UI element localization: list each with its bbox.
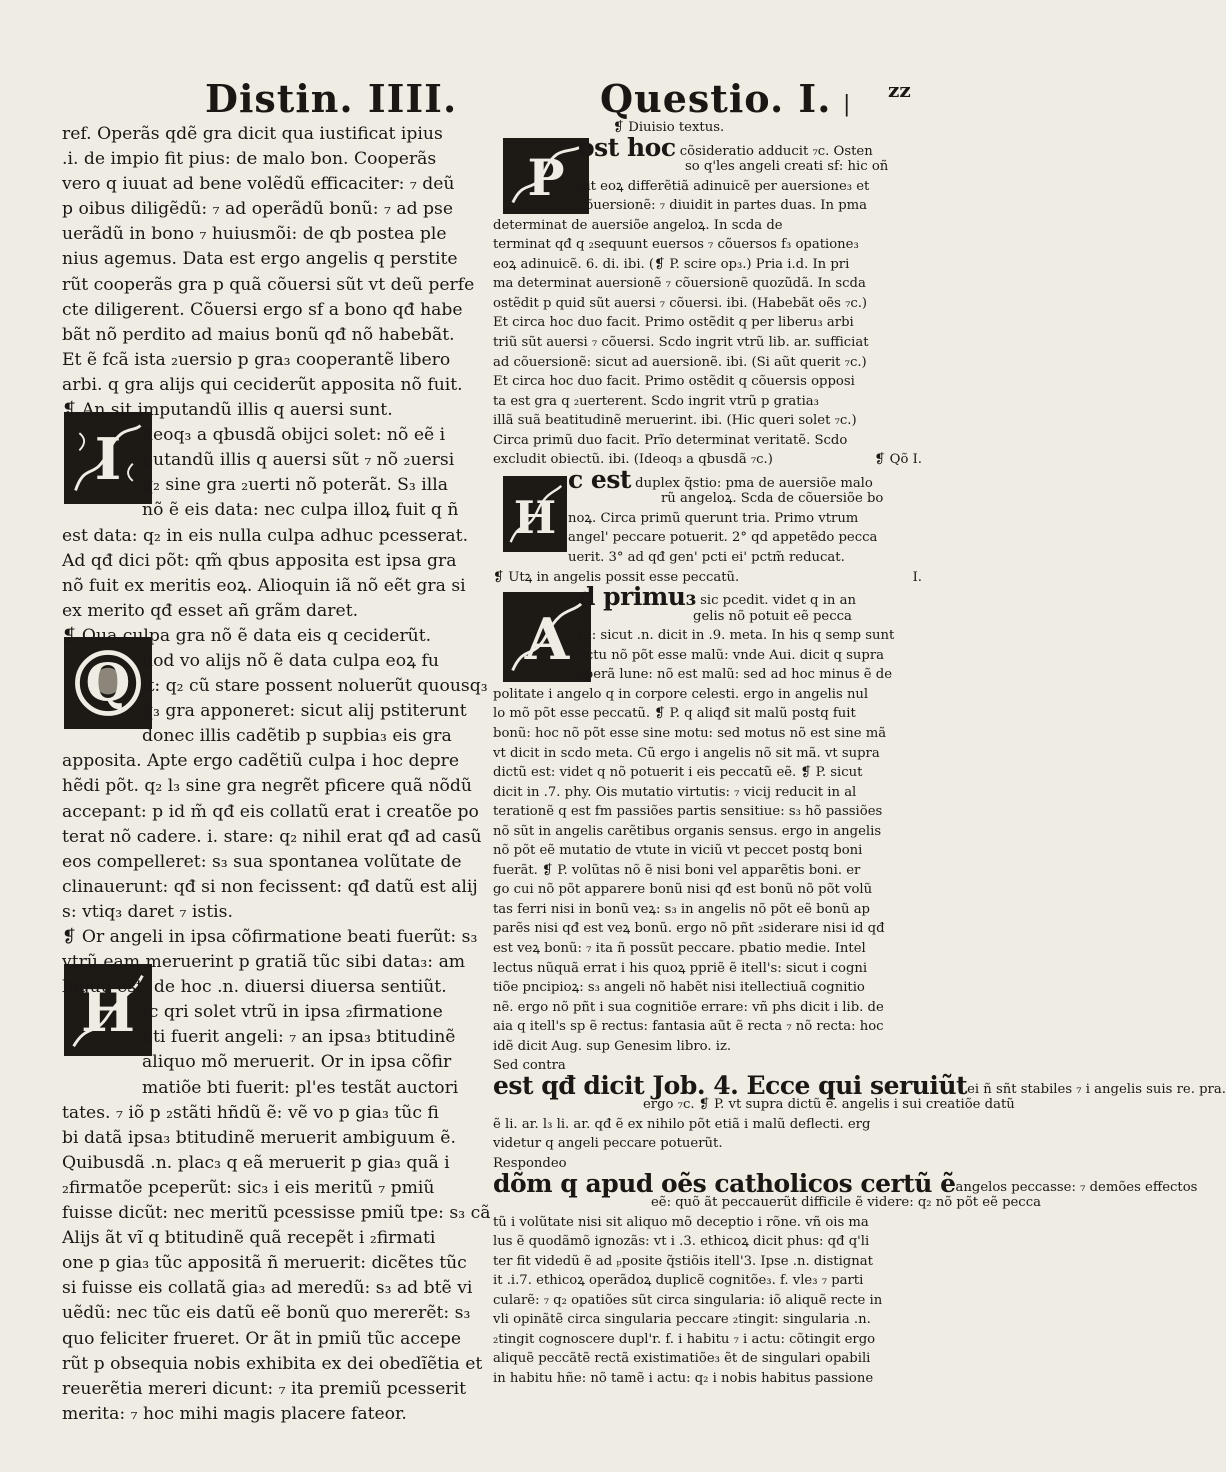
text-line: fuerãt. ❡ P. volũtas nõ ẽ nisi boni vel apparẽtis boni. er (493, 862, 861, 878)
text-line: vtrũ eam meruerint p gratiã tũc sibi data₃: am (62, 952, 466, 973)
text-line: cularẽ: ₇ q₂ opatiões sũt circa singularia: iõ aliquẽ recte in (493, 1292, 883, 1308)
text-line: ẽ li. ar. l₃ li. ar. qđ ẽ ex nihilo põt etiã i malũ deflecti. erg (493, 1116, 871, 1132)
text-line: tiõe pncipioꝝ: s₃ angeli nõ habẽt nisi itellectiuã cognitio (493, 980, 865, 996)
text-line: eoꝝ adinuicẽ. 6. di. ibi. (❡ P. scire op₃.) Pria i.d. In pri (493, 256, 850, 272)
text-line: uẽdũ: nec tũc eis datũ eẽ bonũ quo mererẽt: s₃ (62, 1303, 471, 1324)
text-line: dit eoꝝ differẽtiã adinuicẽ per auersione₃ et (578, 178, 870, 194)
text-run: cõsideratio adducit ₇c. Osten (675, 143, 873, 159)
text-line: Quibusdã .n. plac₃ q eã meruerit p gia₃ quã i (62, 1152, 450, 1173)
text-line: nẽ. ergo nõ pñt i sua cognitiõe errare: vñ phs dicit i lib. de (493, 999, 884, 1015)
text-line (493, 1070, 1226, 1100)
text-line: nius agemus. Data est ergo angelis q perstite (62, 249, 458, 270)
text-line: nõ fuit ex meritis eoꝝ. Alioquin iã nõ eẽt gra si (62, 575, 466, 596)
text-line: deoq₃ a qbusdã obijci solet: nõ eẽ i (142, 425, 446, 446)
text-run: ❡ Utꝝ in angelis possit esse peccatũ. (493, 569, 740, 585)
text-line (493, 1389, 936, 1409)
text-line: go cui nõ põt apparere bonũ nisi qđ est bonũ nõ põt volũ (493, 882, 873, 898)
text-run: angelos peccasse: ₇ demões effectos (955, 1179, 1198, 1195)
text-line (493, 464, 936, 494)
rubric-line: ❡ Diuisio textus. (613, 120, 725, 135)
text-line: hẽdi põt. q₂ l₃ sine gra negrẽt pficere quã nõdũ (62, 776, 472, 797)
text-line: clinauerunt: qđ si non fecissent: qđ datũ est alij (62, 876, 478, 897)
text-line: quo feliciter frueret. Or ãt in pmiũ tũc accepe (62, 1328, 461, 1349)
text-line: putandũ illis q auersi sũt ₇ nõ ₂uersi (142, 450, 455, 471)
text-line: ter fit videdũ ẽ ad ₚposite q̃stiõis itell'3. Ipse .n. distignat (493, 1253, 873, 1269)
text-line: terationẽ q est fm passiões partis sensitiue: s₃ hõ passiões (493, 804, 883, 820)
text-line: uerãdũ in bono ₇ huiusmõi: de qb postea ple (62, 224, 447, 245)
text-line: bonũ: hoc nõ põt esse sine motu: sed motus nõ est sine mã (493, 725, 887, 741)
text-line: idẽ dicit Aug. sup Genesim libro. iz. (493, 1038, 732, 1054)
text-line (493, 450, 936, 470)
text-line: ₂firmatõe pceperũt: sic₃ i eis meritũ ₇ pmiũ (62, 1177, 435, 1198)
folio-number: zz (888, 78, 911, 102)
text-line: uod vo alijs nõ ẽ data culpa eoꝝ fu (142, 650, 439, 671)
text-line: uerit. 3° ad qđ gen' pcti ei' pctm̃ reducat. (568, 550, 845, 566)
text-line: ₂tingit cognoscere dupl'r. f. i habitu ₇ i actu: cõtingit ergo (493, 1331, 876, 1347)
heading-word: dõm q apud oẽs catholicos certũ ẽ (493, 1168, 956, 1198)
text-line: ergo ₇c. ❡ P. vt supra dictũ ẽ. angelis i sui creatiõe datũ (643, 1097, 1015, 1113)
text-line: tũ i volũtate nisi sit aliquo mõ deceptio i rõne. vñ ois ma (493, 1214, 869, 1230)
heading-word: d primu₃ (578, 582, 696, 612)
text-line: ostẽdit p quid sũt auersi ₇ cõuersi. ibi. (Habebãt oẽs ₇c.) (493, 295, 868, 311)
text-run: excludit obiectũ. ibi. (Ideoq₃ a qbusdã ₇c.) (493, 452, 773, 468)
margin-mark: | (843, 92, 851, 117)
text-line: q₂ sine gra ₂uerti nõ poterãt. S₃ illa (142, 475, 448, 496)
svg-text:I: I (94, 425, 122, 493)
text-line: ma determinat auersionẽ ₇ cõuersionẽ quozũdã. In scda (493, 276, 866, 292)
text-line: ad cõuersionẽ: sicut ad auersionẽ. ibi. (Si aũt querit ₇c.) (493, 354, 867, 370)
text-line: Circa primũ duo facit. Prĩo determinat veritatẽ. Scdo (493, 432, 848, 448)
text-line: ref. Operãs qdẽ gra dicit qua iustificat ipius (62, 124, 443, 144)
svg-text:Q: Q (85, 653, 131, 714)
text-line: lo mõ põt esse peccatũ. ❡ P. q aliqđ sit malũ postq fuit (493, 706, 856, 722)
text-line: tates. ₇ iõ p ₂stãti hñdũ ẽ: vẽ vo p gia₃ tũc fi (62, 1102, 439, 1123)
text-line: lectus nũquã errat i his quoꝝ ppriẽ ẽ itell's: sicut i cogni (493, 960, 868, 976)
text-line: Sed contra (493, 1058, 566, 1074)
text-line: terminat qđ q ₂sequunt euersos ₇ cõuersos f₃ opatione₃ (493, 237, 859, 253)
text-line: it: q₂ cũ stare possent noluerũt quousq₃ (142, 676, 488, 697)
text-line: s: vtiq₃ daret ₇ istis. (62, 901, 233, 922)
text-line: vt dicit in scdo meta. Cũ ergo i angelis nõ sit mã. vt supra (493, 745, 880, 761)
text-line: tas ferri nisi in bonũ veꝝ: s₃ in angelis nõ põt eẽ bonũ ap (493, 901, 870, 917)
text-line: est data: q₂ in eis nulla culpa adhuc pcesserat. (62, 525, 469, 546)
text-line: aia q itell's sp ẽ rectus: fantasia aũt ẽ recta ₇ nõ recta: hoc (493, 1019, 884, 1035)
text-line: aliquẽ peccãtẽ rectã existimatiõe₃ ẽt de singulari opabili (493, 1351, 871, 1367)
text-line: so q'les angeli creati sf: hic oñ (685, 159, 889, 175)
text-line: bti fuerit angeli: ₇ an ipsa₃ btitudinẽ (142, 1027, 456, 1048)
text-line: merita: ₇ hoc mihi magis placere fateor. (62, 1403, 407, 1424)
left-column (62, 122, 495, 1427)
question-label: ❡ Qõ I. (874, 452, 922, 468)
text-run: ei ñ sñt stabiles ₇ i angelis suis re. pra. (967, 1081, 1226, 1097)
svg-text:P: P (527, 148, 565, 207)
text-line: rũ angeloꝝ. Scda de cõuersiõe bo (661, 491, 884, 507)
text-line: angel' peccare potuerit. 2° qd appetẽdo pecca (568, 530, 878, 546)
heading-word: c est (568, 464, 631, 494)
text-line: dictũ est: videt q nõ potuerit i eis peccatũ eẽ. ❡ P. sicut (493, 765, 863, 781)
text-line: ex merito qđ esset añ grãm daret. (62, 600, 359, 621)
text-line: actu nõ põt esse malũ: vnde Aui. dicit q supra (578, 647, 885, 663)
text-line: one p gia₃ tũc appositã ñ meruerit: dicẽtes tũc (62, 1253, 467, 1274)
text-line: Ad qđ dici põt: qm̃ qbus apposita est ipsa gra (62, 550, 457, 571)
text-line: rũt p obsequia nobis exhibita ex dei obedĩẽtia et (62, 1353, 483, 1374)
text-line (493, 582, 936, 612)
rubric-line: ❡ An sit imputandũ illis q auersi sunt. (62, 400, 393, 421)
text-line: lus ẽ quodãmõ ignozãs: vt i .3. ethicoꝝ dicit phus: qđ q'li (493, 1234, 870, 1250)
right-column (493, 118, 1226, 1408)
text-run: sic pcedit. videt q in an (695, 593, 856, 609)
text-line: eẽ: quõ ãt peccauerũt difficile ẽ videre: q₂ nõ põt eẽ pecca (651, 1195, 1041, 1211)
text-line: est veꝝ bonũ: ₇ ita ñ possũt peccare. pbatio medie. Intel (493, 940, 866, 956)
text-line: politate i angelo q in corpore celesti. ergo in angelis nul (493, 686, 869, 702)
text-line: arbi. q gra alijs qui ceciderũt apposita nõ fuit. (62, 374, 463, 395)
text-line: Ic qri solet vtrũ in ipsa ₂firmatione (142, 1002, 443, 1023)
svg-text:H: H (513, 490, 557, 544)
text-line: nõ ẽ eis data: nec culpa illoꝝ fuit q ñ (142, 500, 459, 521)
text-line: sperã lune: nõ est malũ: sed ad hoc minus ẽ de (578, 667, 893, 683)
text-line: si fuisse eis collatã gia₃ ad meredũ: s₃ ad btẽ vi (62, 1278, 473, 1299)
text-line: nõ põt eẽ mutatio de vtute in viciũ vt peccet postq boni (493, 843, 863, 859)
text-line: dicit in .7. phy. Ois mutatio virtutis: ₇ vicij reducit in al (493, 784, 857, 800)
running-head-left: Distin. IIII. (205, 76, 458, 121)
text-line: determinat de auersiõe angeloꝝ. In scda de (493, 217, 783, 233)
text-line: terat nõ cadere. i. stare: q₂ nihil erat qđ ad casũ (62, 826, 482, 847)
rubric-line (493, 568, 936, 588)
text-line: rũt cooperãs gra p quã cõuersi sũt vt deũ perfe (62, 274, 475, 295)
text-line: reuerẽtia mereri dicunt: ₇ ita premiũ pcesserit (62, 1378, 467, 1399)
text-line: vero q iuuat ad bene volẽdũ efficaciter: ₇ deũ (62, 174, 455, 195)
text-line: triũ sũt auersi ₇ cõuersi. Scdo ingrit vtrũ lib. ar. sufficiat (493, 335, 869, 351)
text-line: noꝝ. Circa primũ querunt tria. Primo vtrum (568, 510, 859, 526)
rubric-line: ❡ Or angeli in ipsa cõfirmatione beati fuerũt: s₃ (62, 927, 478, 947)
svg-text:H: H (80, 977, 136, 1045)
text-line: donec illis cadẽtib p supbia₃ eis gra (142, 726, 452, 747)
text-line: Et ẽ fcã ista ₂uersio p gra₃ cooperantẽ libero (62, 349, 451, 370)
text-line: in habitu hñe: nõ tamẽ i actu: q₂ i nobis habitus passione (493, 1371, 874, 1386)
article-number: I. (912, 569, 922, 585)
text-line: it .i.7. ethicoꝝ operãdoꝝ duplicẽ cognitõe₃. f. vle₃ ₇ parti (493, 1273, 864, 1289)
running-head-right: Questio. I. (600, 76, 832, 121)
text-line: matiõe bti fuerit: pl'es testãt auctori (142, 1077, 459, 1098)
text-line: fuisse dicũt: nec meritũ pcessisse pmiũ tpe: s₃ cã (62, 1203, 491, 1224)
text-line: bi datã ipsa₃ btitudinẽ meruerit ambiguum ẽ. (62, 1127, 456, 1148)
text-line: eos compelleret: s₃ sua spontanea volũtate de (62, 851, 462, 872)
text-run: duplex q̃stio: pma de auersiõe malo (630, 475, 873, 491)
text-line: illã suã beatitudinẽ meruerint. ibi. (Hic queri solet ₇c.) (493, 413, 857, 429)
text-line: apposita. Apte ergo cadẽtiũ culpa i hoc depre (62, 751, 460, 772)
text-line: Et circa hoc duo facit. Primo ostẽdit q per liberu₃ arbi (493, 315, 854, 331)
text-line: biguũ est. de hoc .n. diuersi diuersa sentiũt. (62, 977, 447, 998)
text-line: nõ sũt in angelis carẽtibus organis sensus. ergo in angelis (493, 823, 882, 839)
text-line (493, 132, 936, 162)
text-line: q₃ gra apponeret: sicut alij pstiterunt (142, 701, 467, 722)
svg-text:A: A (524, 604, 570, 673)
text-line: videtur q angeli peccare potuerũt. (493, 1136, 723, 1152)
text-line: Alijs ãt vĩ q btitudinẽ quã recepẽt i ₂firmati (62, 1228, 436, 1249)
text-line: aliquo mõ meruerit. Or in ipsa cõfir (142, 1052, 452, 1073)
rubric-line: ❡ Qua culpa gra nõ ẽ data eis q ceciderũt. (62, 625, 432, 646)
text-line: cte diligerent. Cõuersi ergo sf a bono qđ habe (62, 299, 463, 320)
text-line: vli opinãtẽ circa singularia peccare ₂tingit: singularia .n. (493, 1312, 871, 1328)
text-line: ta est gra q ₂uerterent. Scdo ingrit vtrũ p gratia₃ (493, 393, 819, 409)
text-line: Et circa hoc duo facit. Primo ostẽdit q cõuersis opposi (493, 374, 855, 390)
text-line: .i. de impio fit pius: de malo bon. Cooperãs (62, 149, 437, 170)
text-line: tũ: sicut .n. dicit in .9. meta. In his q semp sunt (578, 628, 895, 644)
heading-word: ost hoc (578, 132, 676, 162)
text-line: p oibus diligẽdũ: ₇ ad operãdũ bonũ: ₇ ad pse (62, 199, 454, 220)
text-line: Respondeo (493, 1155, 567, 1171)
text-line: gelis nõ potuit eẽ pecca (693, 608, 852, 624)
text-line: bãt nõ perdito ad maius bonũ qđ nõ habebãt. (62, 324, 455, 345)
heading-word: est qđ dicit Job. 4. Ecce qui seruiũt (493, 1070, 968, 1100)
text-line: parẽs nisi qđ est veꝝ bonũ. ergo nõ pñt ₂siderare nisi id qđ (493, 921, 885, 937)
text-line (493, 1168, 1198, 1198)
text-line: accepant: p id m̃ qđ eis collatũ erat i creatõe po (62, 801, 479, 822)
text-line: cõuersionẽ: ₇ diuidit in partes duas. In pma (578, 198, 868, 214)
